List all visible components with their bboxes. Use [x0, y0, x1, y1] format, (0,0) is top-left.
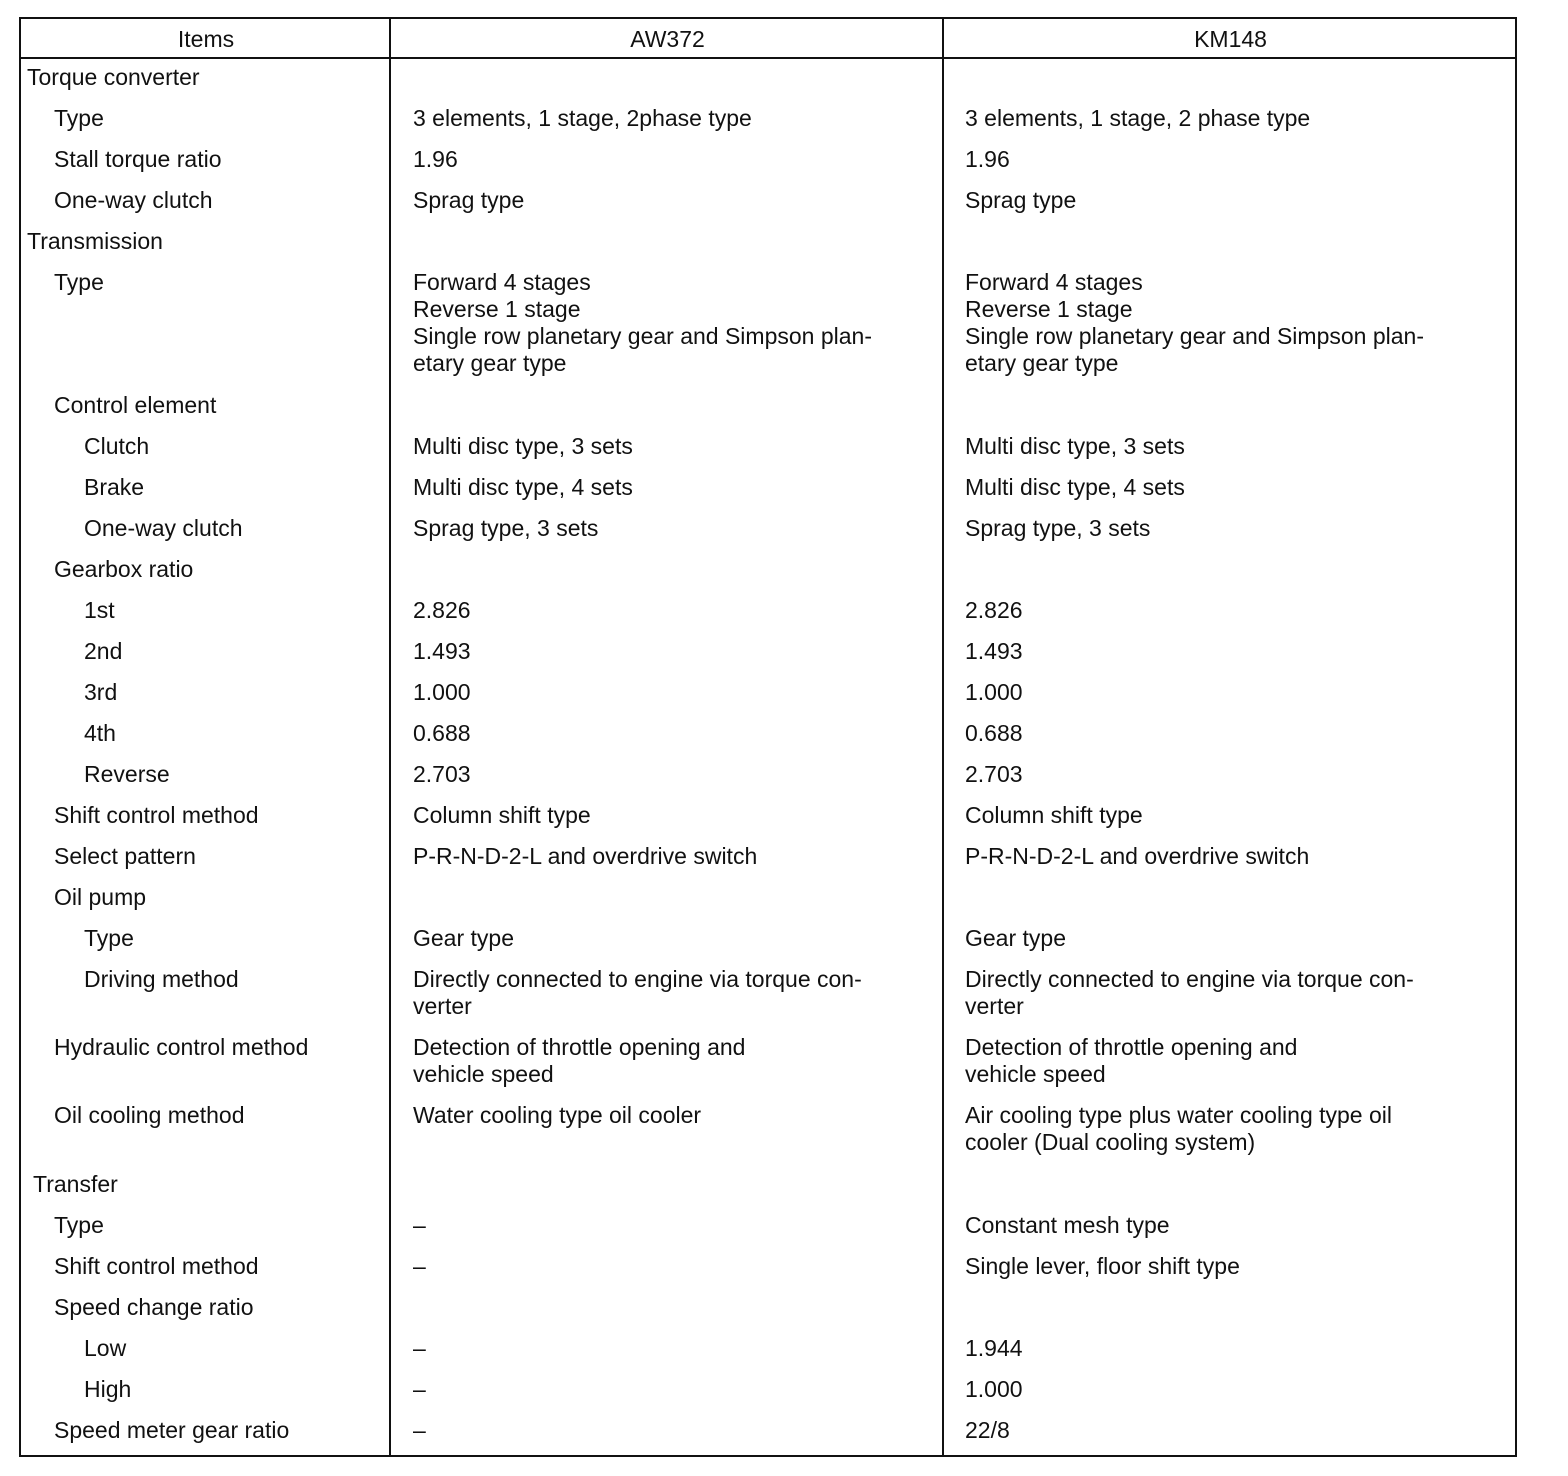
item-label: Type — [54, 269, 104, 295]
table-body — [21, 64, 1515, 1458]
table-row — [21, 679, 1515, 720]
km148-value: Air cooling type plus water cooling type oil cooler (Dual cooling system) — [965, 1102, 1393, 1155]
aw372-value: – — [413, 1212, 426, 1238]
table-row — [21, 597, 1515, 638]
item-label: Stall torque ratio — [54, 146, 222, 172]
item-label: 1st — [84, 597, 115, 623]
km148-value: Sprag type — [965, 187, 1077, 213]
aw372-value: Sprag type, 3 sets — [413, 515, 599, 541]
aw372-value: Multi disc type, 4 sets — [413, 474, 633, 500]
item-label: Control element — [54, 392, 217, 418]
km148-value: Detection of throttle opening and vehicle speed — [965, 1034, 1298, 1087]
item-label: Transfer — [33, 1171, 118, 1197]
item-label: Select pattern — [54, 843, 196, 869]
header-km148: KM148 — [1194, 26, 1267, 52]
km148-value: 1.000 — [965, 1376, 1023, 1402]
item-label: Gearbox ratio — [54, 556, 194, 582]
table-row — [21, 1417, 1515, 1458]
km148-value: Forward 4 stages Reverse 1 stage Single row planetary gear and Simpson plan- etary gear type — [965, 269, 1424, 376]
table-row — [21, 1102, 1515, 1171]
km148-value: 1.493 — [965, 638, 1023, 664]
item-label: High — [84, 1376, 132, 1402]
table-row — [21, 556, 1515, 597]
aw372-value: 1.96 — [413, 146, 458, 172]
km148-value: 2.703 — [965, 761, 1023, 787]
table-row — [21, 515, 1515, 556]
table-row — [21, 925, 1515, 966]
aw372-value: 1.000 — [413, 679, 471, 705]
table-row — [21, 105, 1515, 146]
aw372-value: Water cooling type oil cooler — [413, 1102, 702, 1128]
table-row — [21, 269, 1515, 392]
item-label: Brake — [84, 474, 145, 500]
aw372-value: 2.703 — [413, 761, 471, 787]
item-label: 4th — [84, 720, 116, 746]
km148-value: Gear type — [965, 925, 1066, 951]
aw372-value: Directly connected to engine via torque con- verter — [413, 966, 862, 1019]
aw372-value: – — [413, 1335, 426, 1361]
item-label: Oil pump — [54, 884, 147, 910]
table-row — [21, 433, 1515, 474]
item-label: 3rd — [84, 679, 118, 705]
aw372-value: Column shift type — [413, 802, 591, 828]
item-label: Reverse — [84, 761, 170, 787]
item-label: Type — [84, 925, 134, 951]
aw372-value: 3 elements, 1 stage, 2phase type — [413, 105, 752, 131]
aw372-value: 1.493 — [413, 638, 471, 664]
item-label: Clutch — [84, 433, 150, 459]
km148-value: 2.826 — [965, 597, 1023, 623]
km148-value: 22/8 — [965, 1417, 1010, 1443]
aw372-value: Detection of throttle opening and vehicle speed — [413, 1034, 746, 1087]
table-row — [21, 392, 1515, 433]
table-row — [21, 843, 1515, 884]
km148-value: Single lever, floor shift type — [965, 1253, 1240, 1279]
table-row — [21, 884, 1515, 925]
km148-value: P-R-N-D-2-L and overdrive switch — [965, 843, 1310, 869]
table-row — [21, 1253, 1515, 1294]
table-row — [21, 1335, 1515, 1376]
item-label: Low — [84, 1335, 127, 1361]
item-label: One-way clutch — [84, 515, 243, 541]
km148-value: 3 elements, 1 stage, 2 phase type — [965, 105, 1311, 131]
table-row — [21, 1212, 1515, 1253]
aw372-value: Forward 4 stages Reverse 1 stage Single row planetary gear and Simpson plan- etary gear type — [413, 269, 872, 376]
table-row — [21, 761, 1515, 802]
item-label: Speed change ratio — [54, 1294, 254, 1320]
table-row — [21, 720, 1515, 761]
table-row — [21, 1034, 1515, 1102]
header-items: Items — [177, 26, 235, 52]
table-row — [21, 187, 1515, 228]
km148-value: Constant mesh type — [965, 1212, 1170, 1238]
aw372-value: – — [413, 1417, 426, 1443]
km148-value: Directly connected to engine via torque con- verter — [965, 966, 1414, 1019]
table-row — [21, 966, 1515, 1034]
table-row — [21, 146, 1515, 187]
spec-table — [19, 17, 1517, 1457]
km148-value: 1.000 — [965, 679, 1023, 705]
km148-value: 0.688 — [965, 720, 1023, 746]
aw372-value: 2.826 — [413, 597, 471, 623]
table-row — [21, 638, 1515, 679]
aw372-value: 0.688 — [413, 720, 471, 746]
km148-value: 1.944 — [965, 1335, 1023, 1361]
km148-value: Multi disc type, 4 sets — [965, 474, 1185, 500]
aw372-value: – — [413, 1376, 426, 1402]
aw372-value: Multi disc type, 3 sets — [413, 433, 633, 459]
item-label: Speed meter gear ratio — [54, 1417, 290, 1443]
item-label: Transmission — [27, 228, 163, 254]
table-header — [21, 19, 1515, 59]
table-row — [21, 1376, 1515, 1417]
aw372-value: P-R-N-D-2-L and overdrive switch — [413, 843, 758, 869]
table-row — [21, 1294, 1515, 1335]
aw372-value: Gear type — [413, 925, 514, 951]
table-row — [21, 802, 1515, 843]
item-label: Driving method — [84, 966, 239, 992]
aw372-value: – — [413, 1253, 426, 1279]
table-row — [21, 228, 1515, 269]
aw372-value: Sprag type — [413, 187, 525, 213]
item-label: Type — [54, 1212, 104, 1238]
item-label: 2nd — [84, 638, 123, 664]
km148-value: Sprag type, 3 sets — [965, 515, 1151, 541]
header-aw372: AW372 — [630, 26, 705, 52]
km148-value: Multi disc type, 3 sets — [965, 433, 1185, 459]
item-label: Oil cooling method — [54, 1102, 245, 1128]
km148-value: Column shift type — [965, 802, 1143, 828]
table-row — [21, 474, 1515, 515]
item-label: Type — [54, 105, 104, 131]
item-label: Hydraulic control method — [54, 1034, 309, 1060]
item-label: Shift control method — [54, 802, 259, 828]
item-label: Torque converter — [27, 64, 200, 90]
km148-value: 1.96 — [965, 146, 1010, 172]
table-row — [21, 64, 1515, 105]
item-label: Shift control method — [54, 1253, 259, 1279]
table-row — [21, 1171, 1515, 1212]
item-label: One-way clutch — [54, 187, 213, 213]
